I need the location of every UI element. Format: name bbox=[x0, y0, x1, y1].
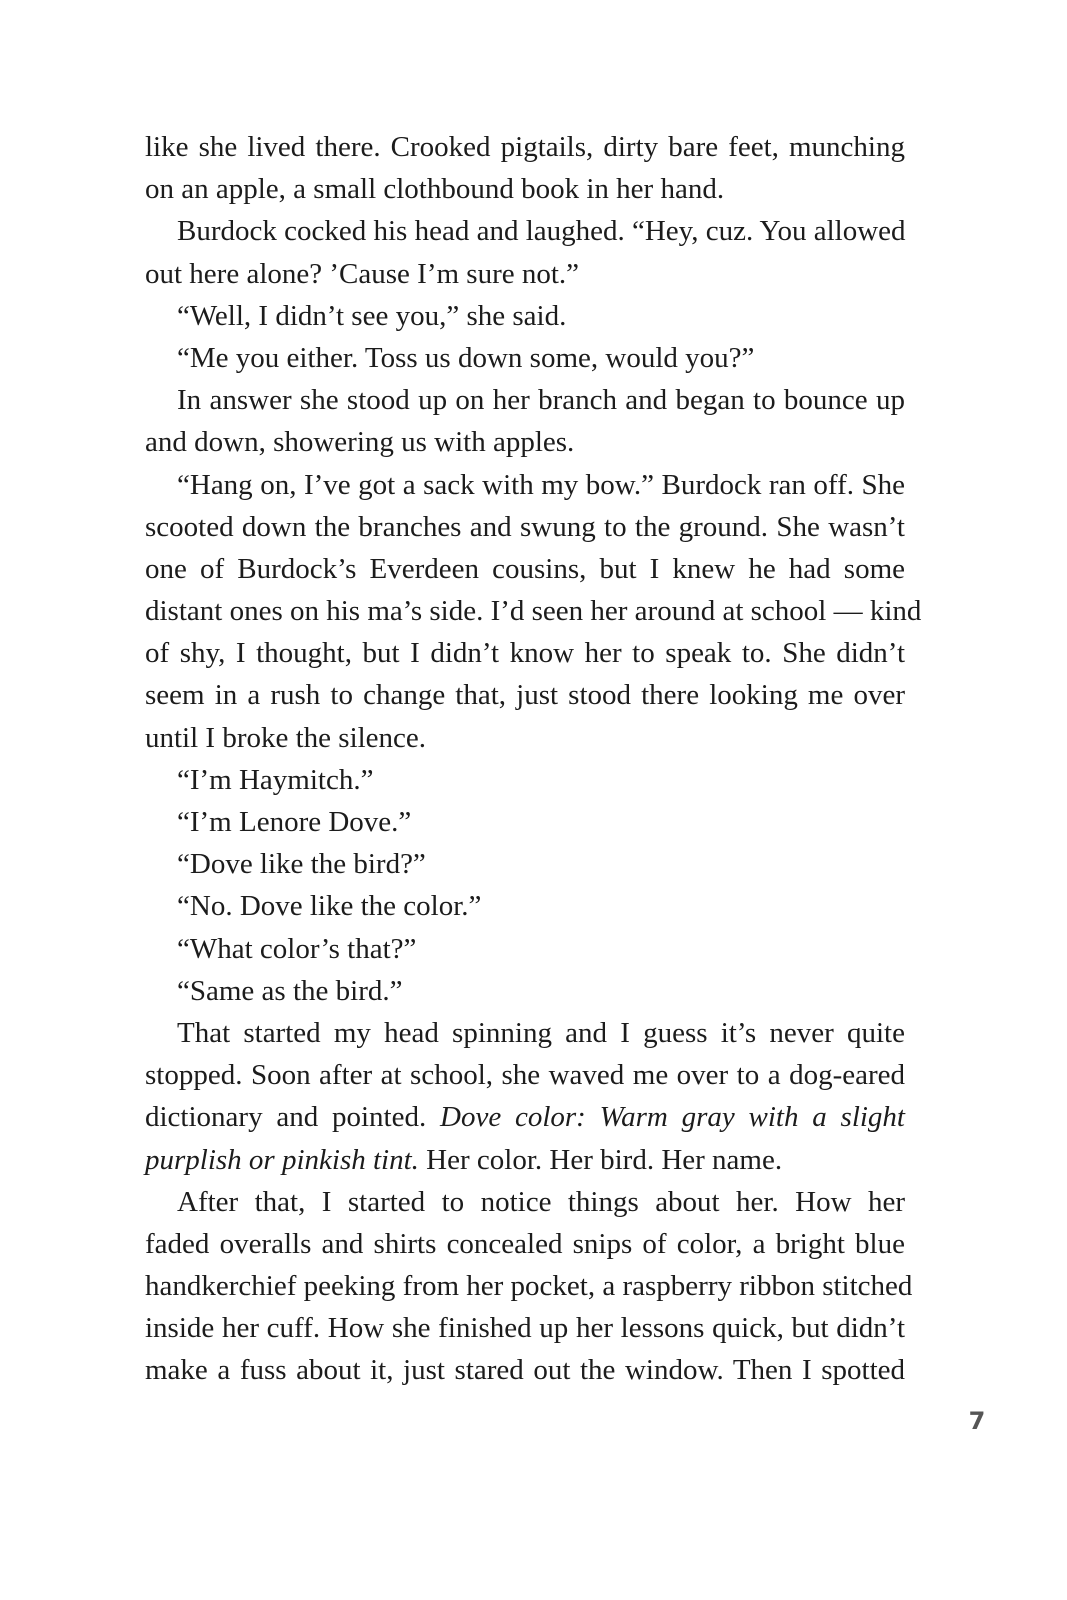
text-line: After that, I started to notice things about her. How her bbox=[177, 1185, 905, 1218]
body-text bbox=[145, 126, 922, 1392]
text-line: seem in a rush to change that, just stood there looking me over bbox=[145, 679, 905, 712]
text-line: of shy, I thought, but I didn’t know her to speak to. She didn’t bbox=[145, 637, 905, 670]
text-line: like she lived there. Crooked pigtails, dirty bare feet, munching bbox=[145, 131, 905, 163]
text-line: out here alone? ’Cause I’m sure not.” bbox=[145, 257, 580, 290]
text-line: handkerchief peeking from her pocket, a raspberry ribbon stitched bbox=[145, 1270, 913, 1303]
text-line: purplish or pinkish tint. Her color. Her bird. Her name. bbox=[145, 1143, 783, 1176]
text-line: distant ones on his ma’s side. I’d seen her around at school — kind bbox=[145, 595, 922, 628]
text-line: “Hang on, I’ve got a sack with my bow.” Burdock ran off. She bbox=[177, 468, 905, 501]
text-line: “Same as the bird.” bbox=[177, 974, 403, 1007]
text-line: “No. Dove like the color.” bbox=[177, 890, 482, 923]
text-line: “Me you either. Toss us down some, would you?” bbox=[177, 341, 755, 374]
text-line: “Dove like the bird?” bbox=[177, 848, 426, 881]
text-line: stopped. Soon after at school, she waved me over to a dog-eared bbox=[145, 1059, 905, 1092]
text-line: until I broke the silence. bbox=[145, 721, 427, 754]
italic-definition: Dove color: Warm gray with a slight bbox=[440, 1101, 905, 1134]
page-number: 7 bbox=[968, 1407, 986, 1435]
text-line: on an apple, a small clothbound book in her hand. bbox=[145, 173, 725, 206]
text-line: dictionary and pointed. Dove color: Warm gray with a slight bbox=[145, 1101, 905, 1134]
text-line: scooted down the branches and swung to the ground. She wasn’t bbox=[145, 510, 905, 543]
text-line: one of Burdock’s Everdeen cousins, but I knew he had some bbox=[145, 552, 905, 585]
text-line: “What color’s that?” bbox=[177, 932, 417, 965]
italic-definition: purplish or pinkish tint. bbox=[145, 1143, 419, 1176]
text-line: inside her cuff. How she finished up her lessons quick, but didn’t bbox=[145, 1312, 905, 1345]
text-line: faded overalls and shirts concealed snips of color, a bright blue bbox=[145, 1227, 905, 1260]
text-line: make a fuss about it, just stared out the window. Then I spotted bbox=[145, 1354, 905, 1387]
text-line: “Well, I didn’t see you,” she said. bbox=[177, 299, 567, 332]
text-line: and down, showering us with apples. bbox=[145, 426, 575, 459]
text-line: “I’m Haymitch.” bbox=[177, 763, 374, 796]
text-line: That started my head spinning and I guess it’s never quite bbox=[177, 1016, 905, 1049]
text-line: In answer she stood up on her branch and began to bounce up bbox=[177, 384, 905, 417]
text-line: “I’m Lenore Dove.” bbox=[177, 806, 412, 838]
text-line: Burdock cocked his head and laughed. “Hey, cuz. You allowed bbox=[177, 215, 906, 248]
